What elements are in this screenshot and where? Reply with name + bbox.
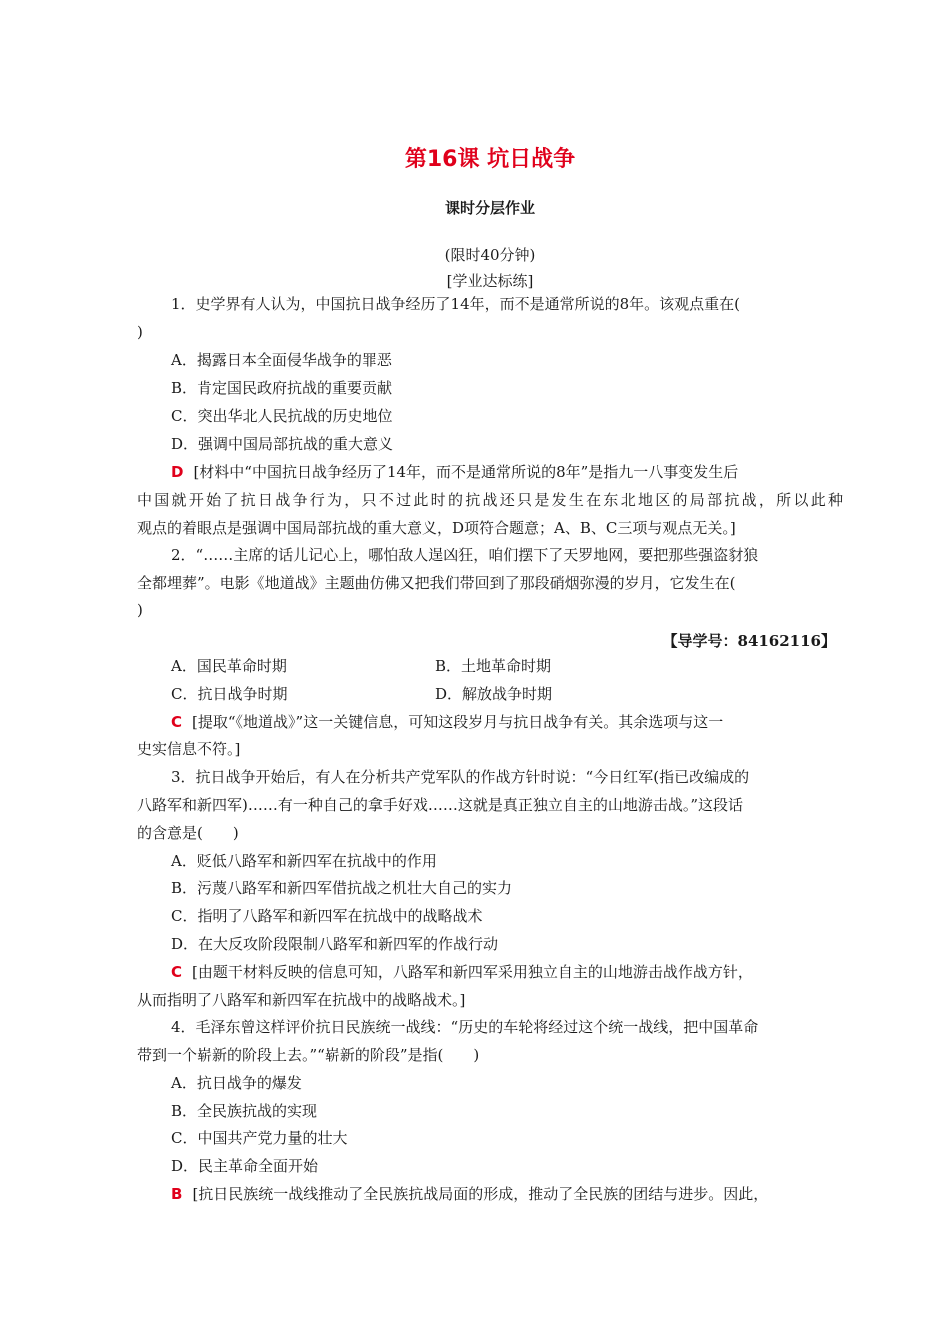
q4-answer: B — [171, 1185, 183, 1203]
q1-explanation-line-3: 观点的着眼点是强调中国局部抗战的重大意义，D项符合题意；A、B、C三项与观点无关。] — [137, 519, 736, 537]
q2-stem-line-3: ) — [137, 601, 143, 619]
q3-option-d: D．在大反攻阶段限制八路军和新四军的作战行动 — [171, 935, 499, 953]
subtitle: 课时分层作业 — [444, 199, 535, 217]
q4-option-b: B．全民族抗战的实现 — [171, 1102, 318, 1120]
q2-stem-line-2: 全都埋葬”。电影《地道战》主题曲仿佛又把我们带回到了那段硝烟弥漫的岁月，它发生在( — [137, 574, 736, 592]
q2-option-d: D．解放战争时期 — [435, 685, 553, 703]
q2-explanation-line-2: 史实信息不符。] — [137, 740, 241, 758]
q4-option-d: D．民主革命全面开始 — [171, 1157, 319, 1175]
q2-guide-code: 【导学号：84162116】 — [662, 632, 836, 650]
q3-option-b: B．污蔑八路军和新四军借抗战之机壮大自己的实力 — [171, 879, 513, 897]
q3-option-a: A．贬低八路军和新四军在抗战中的作用 — [171, 852, 437, 870]
q1-option-a: A．揭露日本全面侵华战争的罪恶 — [171, 351, 392, 369]
q1-option-c: C．突出华北人民抗战的历史地位 — [171, 407, 393, 425]
q3-stem-line-3: 的含意是( ) — [137, 824, 239, 842]
q2-option-b: B．土地革命时期 — [435, 657, 552, 675]
q4-stem-line-2: 带到一个崭新的阶段上去。”“崭新的阶段”是指( ) — [137, 1046, 480, 1064]
q1-option-b: B．肯定国民政府抗战的重要贡献 — [171, 379, 393, 397]
q2-options-row-1 — [171, 652, 843, 680]
q1-option-d: D．强调中国局部抗战的重大意义 — [171, 435, 394, 453]
q3-stem-line-1: 3．抗日战争开始后，有人在分析共产党军队的作战方针时说：“今日红军(指已改编成的 — [171, 768, 750, 786]
q1-stem-line-2: ) — [137, 323, 143, 341]
q2-answer: C — [171, 713, 183, 731]
lesson-title: 第16课 坑日战争 — [404, 147, 576, 172]
q1-stem-line-1: 1．史学界有人认为，中国抗日战争经历了14年，而不是通常所说的8年。该观点重在( — [171, 295, 741, 313]
time-limit: (限时40分钟) — [444, 246, 536, 264]
q1-explanation-line-1: D [材料中“中国抗日战争经历了14年，而不是通常所说的8年”是指九一八事变发生后 — [171, 463, 739, 481]
q4-explanation-line-1: B [抗日民族统一战线推动了全民族抗战局面的形成，推动了全民族的团结与进步。因此， — [171, 1185, 769, 1203]
q3-option-c: C．指明了八路军和新四军在抗战中的战略战术 — [171, 907, 483, 925]
q4-stem-line-1: 4．毛泽东曾这样评价抗日民族统一战线：“历史的车轮将经过这个统一战线，把中国革命 — [171, 1018, 759, 1036]
q4-option-a: A．抗日战争的爆发 — [171, 1074, 302, 1092]
q2-options-row-2 — [171, 680, 843, 708]
q2-stem-line-1: 2．“……主席的话儿记心上，哪怕敌人逞凶狂，咱们摆下了天罗地网，要把那些强盗豺狼 — [171, 546, 759, 564]
q3-answer: C — [171, 963, 183, 981]
q3-explanation-line-2: 从而指明了八路军和新四军在抗战中的战略战术。] — [137, 991, 466, 1009]
q1-answer: D — [171, 463, 184, 481]
q3-stem-line-2: 八路军和新四军)……有一种自己的拿手好戏……这就是真正独立自主的山地游击战。”这段话 — [137, 796, 744, 814]
section-heading: [学业达标练] — [446, 272, 534, 290]
q3-explanation-line-1: C [由题干材料反映的信息可知，八路军和新四军采用独立自主的山地游击战作战方针， — [171, 963, 753, 981]
q2-option-c: C．抗日战争时期 — [171, 685, 288, 703]
q2-explanation-line-1: C [提取“《地道战》”这一关键信息，可知这段岁月与抗日战争有关。其余选项与这一 — [171, 713, 724, 731]
q4-option-c: C．中国共产党力量的壮大 — [171, 1129, 348, 1147]
q2-option-a: A．国民革命时期 — [171, 657, 287, 675]
q1-explanation-line-2: 中国就开始了抗日战争行为，只不过此时的抗战还只是发生在东北地区的局部抗战，所以此种 — [137, 491, 843, 509]
